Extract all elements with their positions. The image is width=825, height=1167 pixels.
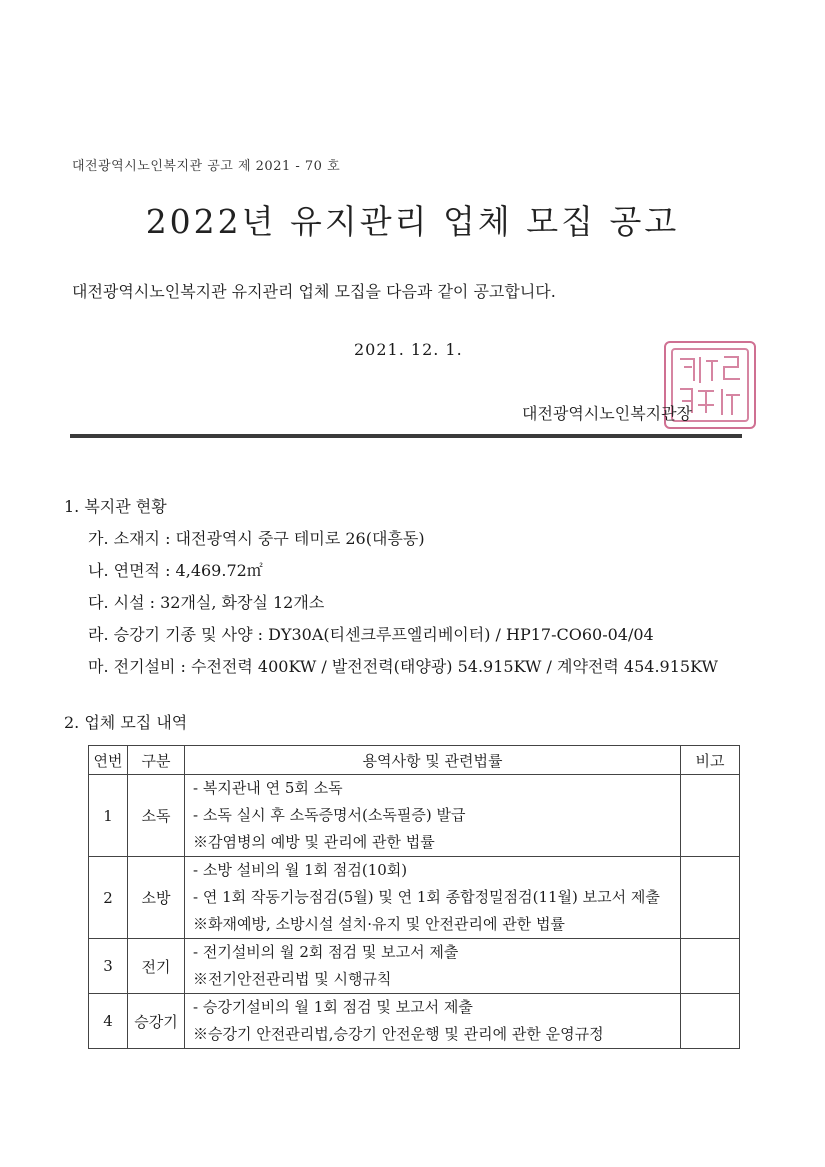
description-line: - 승강기설비의 월 1회 점검 및 보고서 제출 bbox=[193, 998, 473, 1016]
table-row bbox=[89, 994, 740, 1049]
row-note bbox=[681, 775, 740, 857]
row-number: 1 bbox=[89, 775, 128, 857]
header-no: 연번 bbox=[89, 746, 128, 775]
header-note: 비고 bbox=[681, 746, 740, 775]
row-category: 승강기 bbox=[128, 994, 185, 1049]
description-line: ※전기안전관리법 및 시행규칙 bbox=[193, 970, 392, 988]
row-category: 전기 bbox=[128, 939, 185, 994]
row-category: 소방 bbox=[128, 857, 185, 939]
table-row bbox=[89, 775, 740, 857]
recruitment-table bbox=[88, 745, 740, 1049]
row-note bbox=[681, 939, 740, 994]
row-description bbox=[185, 775, 681, 857]
description-line: - 복지관내 연 5회 소독 bbox=[193, 779, 343, 797]
facility-item-floor-area: 나. 연면적 : 4,469.72㎡ bbox=[88, 561, 263, 580]
row-number: 3 bbox=[89, 939, 128, 994]
row-description bbox=[185, 939, 681, 994]
intro-text: 대전광역시노인복지관 유지관리 업체 모집을 다음과 같이 공고합니다. bbox=[72, 282, 556, 301]
description-line: ※승강기 안전관리법,승강기 안전운행 및 관리에 관한 운영규정 bbox=[193, 1025, 604, 1043]
description-line: ※감염병의 예방 및 관리에 관한 법률 bbox=[193, 833, 435, 851]
row-number: 2 bbox=[89, 857, 128, 939]
section2-title: 2. 업체 모집 내역 bbox=[64, 713, 188, 732]
header-description: 용역사항 및 관련법률 bbox=[185, 746, 681, 775]
description-line: - 전기설비의 월 2회 점검 및 보고서 제출 bbox=[193, 943, 459, 961]
page-title: 2022년 유지관리 업체 모집 공고 bbox=[145, 202, 680, 241]
facility-item-electrical: 마. 전기설비 : 수전전력 400KW / 발전전력(태양광) 54.915KW / 계약전력 454.915KW bbox=[88, 657, 718, 676]
row-category: 소독 bbox=[128, 775, 185, 857]
notice-number: 대전광역시노인복지관 공고 제 2021 - 70 호 bbox=[72, 159, 341, 174]
row-number: 4 bbox=[89, 994, 128, 1049]
description-line: - 소독 실시 후 소독증명서(소독필증) 발급 bbox=[193, 806, 466, 824]
description-line: - 연 1회 작동기능점검(5월) 및 연 1회 종합정밀점검(11월) 보고서 제출 bbox=[193, 888, 660, 906]
notice-date: 2021. 12. 1. bbox=[354, 340, 463, 359]
table-row bbox=[89, 857, 740, 939]
description-line: ※화재예방, 소방시설 설치·유지 및 안전관리에 관한 법률 bbox=[193, 915, 565, 933]
facility-item-location: 가. 소재지 : 대전광역시 중구 테미로 26(대흥동) bbox=[88, 529, 425, 548]
table-row bbox=[89, 939, 740, 994]
row-note bbox=[681, 994, 740, 1049]
row-description bbox=[185, 994, 681, 1049]
row-description bbox=[185, 857, 681, 939]
facility-item-elevator: 라. 승강기 기종 및 사양 : DY30A(티센크루프엘리베이터) / HP17-CO60-04/04 bbox=[88, 625, 654, 644]
header-divider bbox=[70, 434, 742, 438]
table-header-row bbox=[89, 746, 740, 775]
row-note bbox=[681, 857, 740, 939]
header-category: 구분 bbox=[128, 746, 185, 775]
facility-item-rooms: 다. 시설 : 32개실, 화장실 12개소 bbox=[88, 593, 325, 612]
issuer-name: 대전광역시노인복지관장 bbox=[522, 404, 693, 423]
section1-title: 1. 복지관 현황 bbox=[64, 497, 167, 516]
description-line: - 소방 설비의 월 1회 점검(10회) bbox=[193, 861, 408, 879]
